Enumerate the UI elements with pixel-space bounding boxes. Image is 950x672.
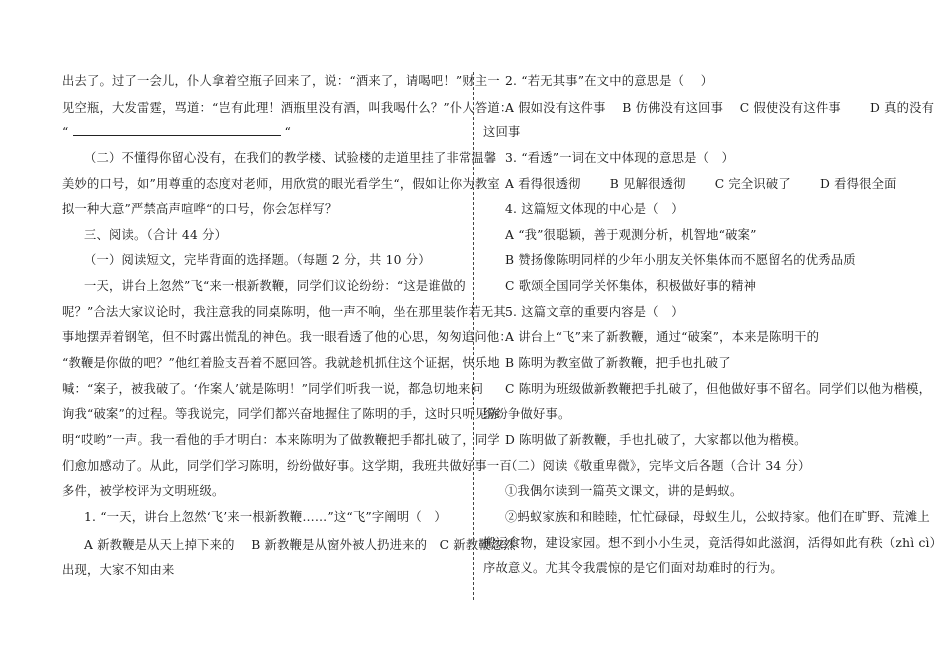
passage-line: 询我“破案”的过程。等我说完，同学们都兴奋地握住了陈明的手，这时只听见陈: [62, 407, 500, 421]
quote-close: “: [284, 125, 291, 139]
question-5-option-c: C 陈明为班级做新教鞭把手扎破了，但他做好事不留名。同学们以他为楷模，: [505, 382, 932, 396]
question-4-option-c: C 歌颂全国同学关怀集体，积极做好事的精神: [505, 279, 757, 293]
text-line: 出去了。过了一会儿，仆人拿着空瓶子回来了，说：“酒来了，请喝吧！”财主一: [62, 74, 500, 88]
text-line: 拟一种大意”严禁高声喧哗“的口号，你会怎样写？: [62, 202, 338, 216]
question-4: 4. 这篇短文体现的中心是（ ）: [505, 202, 684, 216]
question-2-options: A 假如没有这件事 B 仿佛没有这回事 C 假使没有这件事 D 真的没有: [505, 101, 935, 115]
section-heading-reading: 三、阅读。（合计 44 分）: [84, 228, 228, 242]
question-1: 1. “一天，讲台上忽然‘飞’来一根新教鞭……”这“飞”字阐明（ ）: [84, 510, 447, 524]
question-2: 2. “若无其事”在文中的意思是（ ）: [505, 74, 714, 88]
question-5: 5. 这篇文章的重要内容是（ ）: [505, 305, 684, 319]
passage-2-line: ②蚂蚁家族和和睦睦，忙忙碌碌，母蚁生儿，公蚁持家。他们在旷野、荒滩上: [505, 510, 930, 524]
passage-2-line: 搬运食物，建设家园。想不到小小生灵，竟活得如此滋润，活得如此有秩（zhì cì）: [483, 536, 943, 550]
answer-blank-line: [62, 124, 291, 140]
subsection-heading: （一）阅读短文，完毕背面的选择题。（每题 2 分，共 10 分）: [84, 253, 431, 267]
passage-line: 明“哎哟”一声。我一看他的手才明白：本来陈明为了做教鞭把手都扎破了，同学: [62, 433, 500, 447]
passage-line: 呢？”合法大家议论时，我注意我的同桌陈明，他一声不响，坐在那里装作若无其: [62, 305, 506, 319]
question-1-options-cont: 出现，大家不知由来: [62, 563, 175, 577]
subsection-heading-2: （二）阅读《敬重卑微》，完毕文后各题（合计 34 分）: [505, 459, 811, 473]
column-divider: [473, 72, 474, 600]
question-2-options-cont: 这回事: [483, 125, 521, 139]
question-3: 3. “看透”一词在文中体现的意思是（ ）: [505, 151, 735, 165]
passage-line: 事地摆弄着钢笔，但不时露出慌乱的神色。我一眼看透了他的心思，匆匆追问他：: [62, 330, 512, 344]
text-line: 美妙的口号，如”用尊重的态度对老师，用欣赏的眼光看学生“，假如让你为教室: [62, 177, 500, 191]
question-3-options: A 看得很透彻 B 见解很透彻 C 完全识破了 D 看得很全面: [505, 177, 897, 191]
passage-2-line: 序故意义。尤其令我震惊的是它们面对劫难时的行为。: [483, 561, 783, 575]
question-5-option-d: D 陈明做了新教鞭，手也扎破了，大家都以他为楷模。: [505, 433, 807, 447]
passage-line: “教鞭是你做的吧？”他红着脸支吾着不愿回答。我就趁机抓住这个证据，快乐地: [62, 356, 500, 370]
passage-line: 多件，被学校评为文明班级。: [62, 484, 225, 498]
question-5-option-c-cont: 纷纷争做好事。: [483, 407, 571, 421]
passage-line: 喊：“案子，被我破了。‘作案人’就是陈明！”同学们听我一说，都急切地来问: [62, 382, 484, 396]
question-4-option-b: B 赞扬像陈明同样的少年小朋友关怀集体而不愿留名的优秀品质: [505, 253, 856, 267]
fill-blank[interactable]: [73, 125, 281, 136]
question-5-option-a: A 讲台上“飞”来了新教鞭，通过“破案”，本来是陈明干的: [505, 330, 820, 344]
passage-line: 一天，讲台上忽然”飞“来一根新教鞭，同学们议论纷纷：“这是谁做的: [84, 279, 466, 293]
text-line: 见空瓶，大发雷霆，骂道：“岂有此理！酒瓶里没有酒，叫我喝什么？”仆人答道：: [62, 101, 513, 115]
question-1-options: A 新教鞭是从天上掉下来的 B 新教鞭是从窗外被人扔进来的 C 新教鞭忽然: [84, 538, 516, 552]
passage-line: 们愈加感动了。从此，同学们学习陈明，纷纷做好事。这学期，我班共做好事一百: [62, 459, 512, 473]
quote-open: “: [62, 125, 69, 139]
section-two-intro: （二）不懂得你留心没有，在我们的教学楼、试验楼的走道里挂了非常温馨: [84, 151, 497, 165]
question-4-option-a: A “我”很聪颖，善于观测分析，机智地“破案”: [505, 228, 757, 242]
question-5-option-b: B 陈明为教室做了新教鞭，把手也扎破了: [505, 356, 731, 370]
passage-2-line: ①我偶尔读到一篇英文课文，讲的是蚂蚁。: [505, 484, 743, 498]
